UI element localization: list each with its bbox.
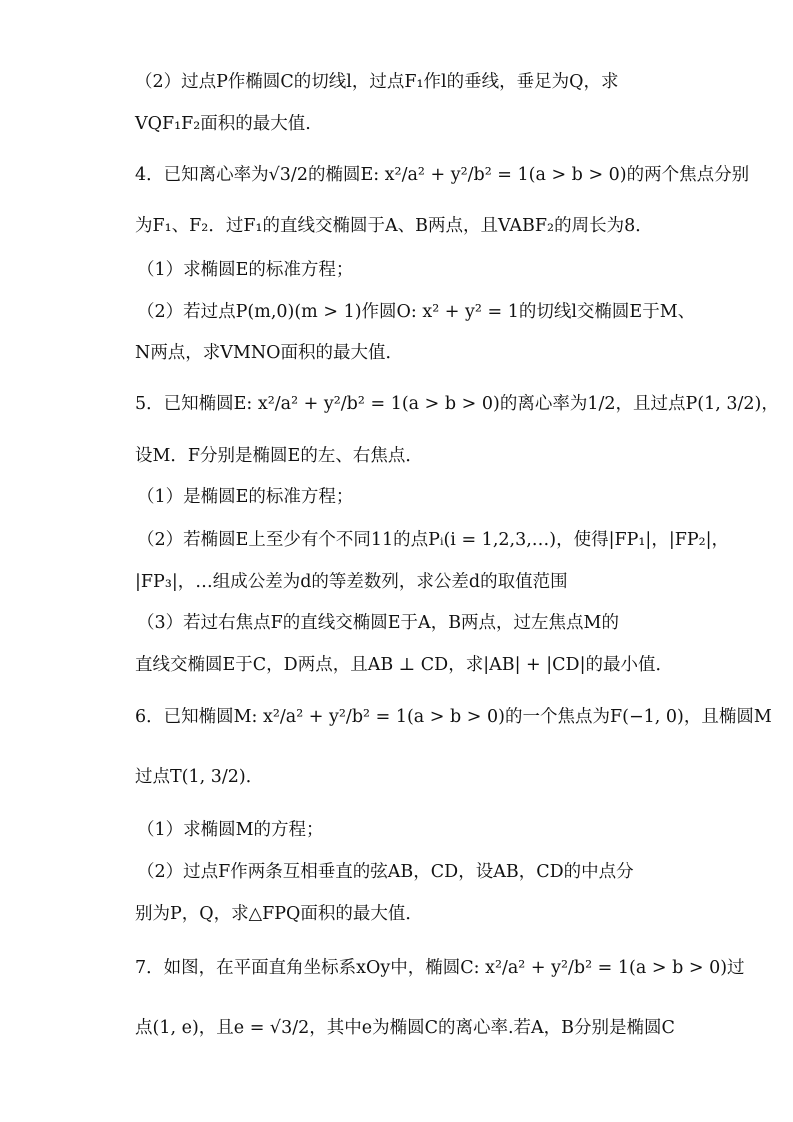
text-line-3: 4．已知离心率为√3/2的椭圆E: x²/a² + y²/b² = 1(a > b > 0)的两个焦点分别	[135, 165, 750, 185]
text-line-18: （2）过点F作两条互相垂直的弦AB，CD，设AB，CD的中点分	[137, 862, 634, 882]
text-line-11: （2）若椭圆E上至少有个不同11的点Pᵢ(i = 1,2,3,…)，使得|FP₁|，|FP₂|，	[137, 530, 730, 550]
text-line-14: 直线交椭圆E于C，D两点，且AB ⊥ CD，求|AB| + |CD|的最小值．	[135, 655, 673, 675]
text-line-17: （1）求椭圆M的方程；	[137, 820, 324, 840]
text-line-10: （1）是椭圆E的标准方程；	[137, 487, 354, 507]
text-line-12: |FP₃|，…组成公差为d的等差数列，求公差d的取值范围	[135, 572, 568, 592]
text-line-4: 为F₁、F₂．过F₁的直线交椭圆于A、B两点，且VABF₂的周长为8．	[135, 216, 653, 236]
text-line-6: （2）若过点P(m,0)(m > 1)作圆O: x² + y² = 1的切线l交椭圆E于M、	[137, 302, 696, 322]
text-line-7: N两点，求VMNO面积的最大值．	[135, 343, 404, 363]
text-line-20: 7．如图，在平面直角坐标系xOy中，椭圆C: x²/a² + y²/b² = 1(a > b > 0)过	[135, 958, 745, 978]
text-line-15: 6．已知椭圆M: x²/a² + y²/b² = 1(a > b > 0)的一个焦点为F(−1, 0)，且椭圆M	[135, 707, 772, 727]
text-line-16: 过点T(1, 3/2)．	[135, 767, 264, 787]
text-line-5: （1）求椭圆E的标准方程；	[137, 260, 354, 280]
text-line-13: （3）若过右焦点F的直线交椭圆E于A，B两点，过左焦点M的	[137, 613, 619, 633]
text-line-19: 别为P，Q，求△FPQ面积的最大值．	[135, 904, 423, 924]
text-line-1: （2）过点P作椭圆C的切线l，过点F₁作l的垂线，垂足为Q，求	[135, 72, 619, 92]
text-line-9: 设M．F分别是椭圆E的左、右焦点．	[135, 446, 423, 466]
text-line-2: VQF₁F₂面积的最大值.	[135, 114, 311, 134]
text-line-8: 5．已知椭圆E: x²/a² + y²/b² = 1(a > b > 0)的离心率为1/2，且过点P(1, 3/2)，	[135, 394, 779, 414]
text-line-21: 点(1, e)，且e = √3/2，其中e为椭圆C的离心率.若A，B分别是椭圆C	[135, 1018, 675, 1038]
